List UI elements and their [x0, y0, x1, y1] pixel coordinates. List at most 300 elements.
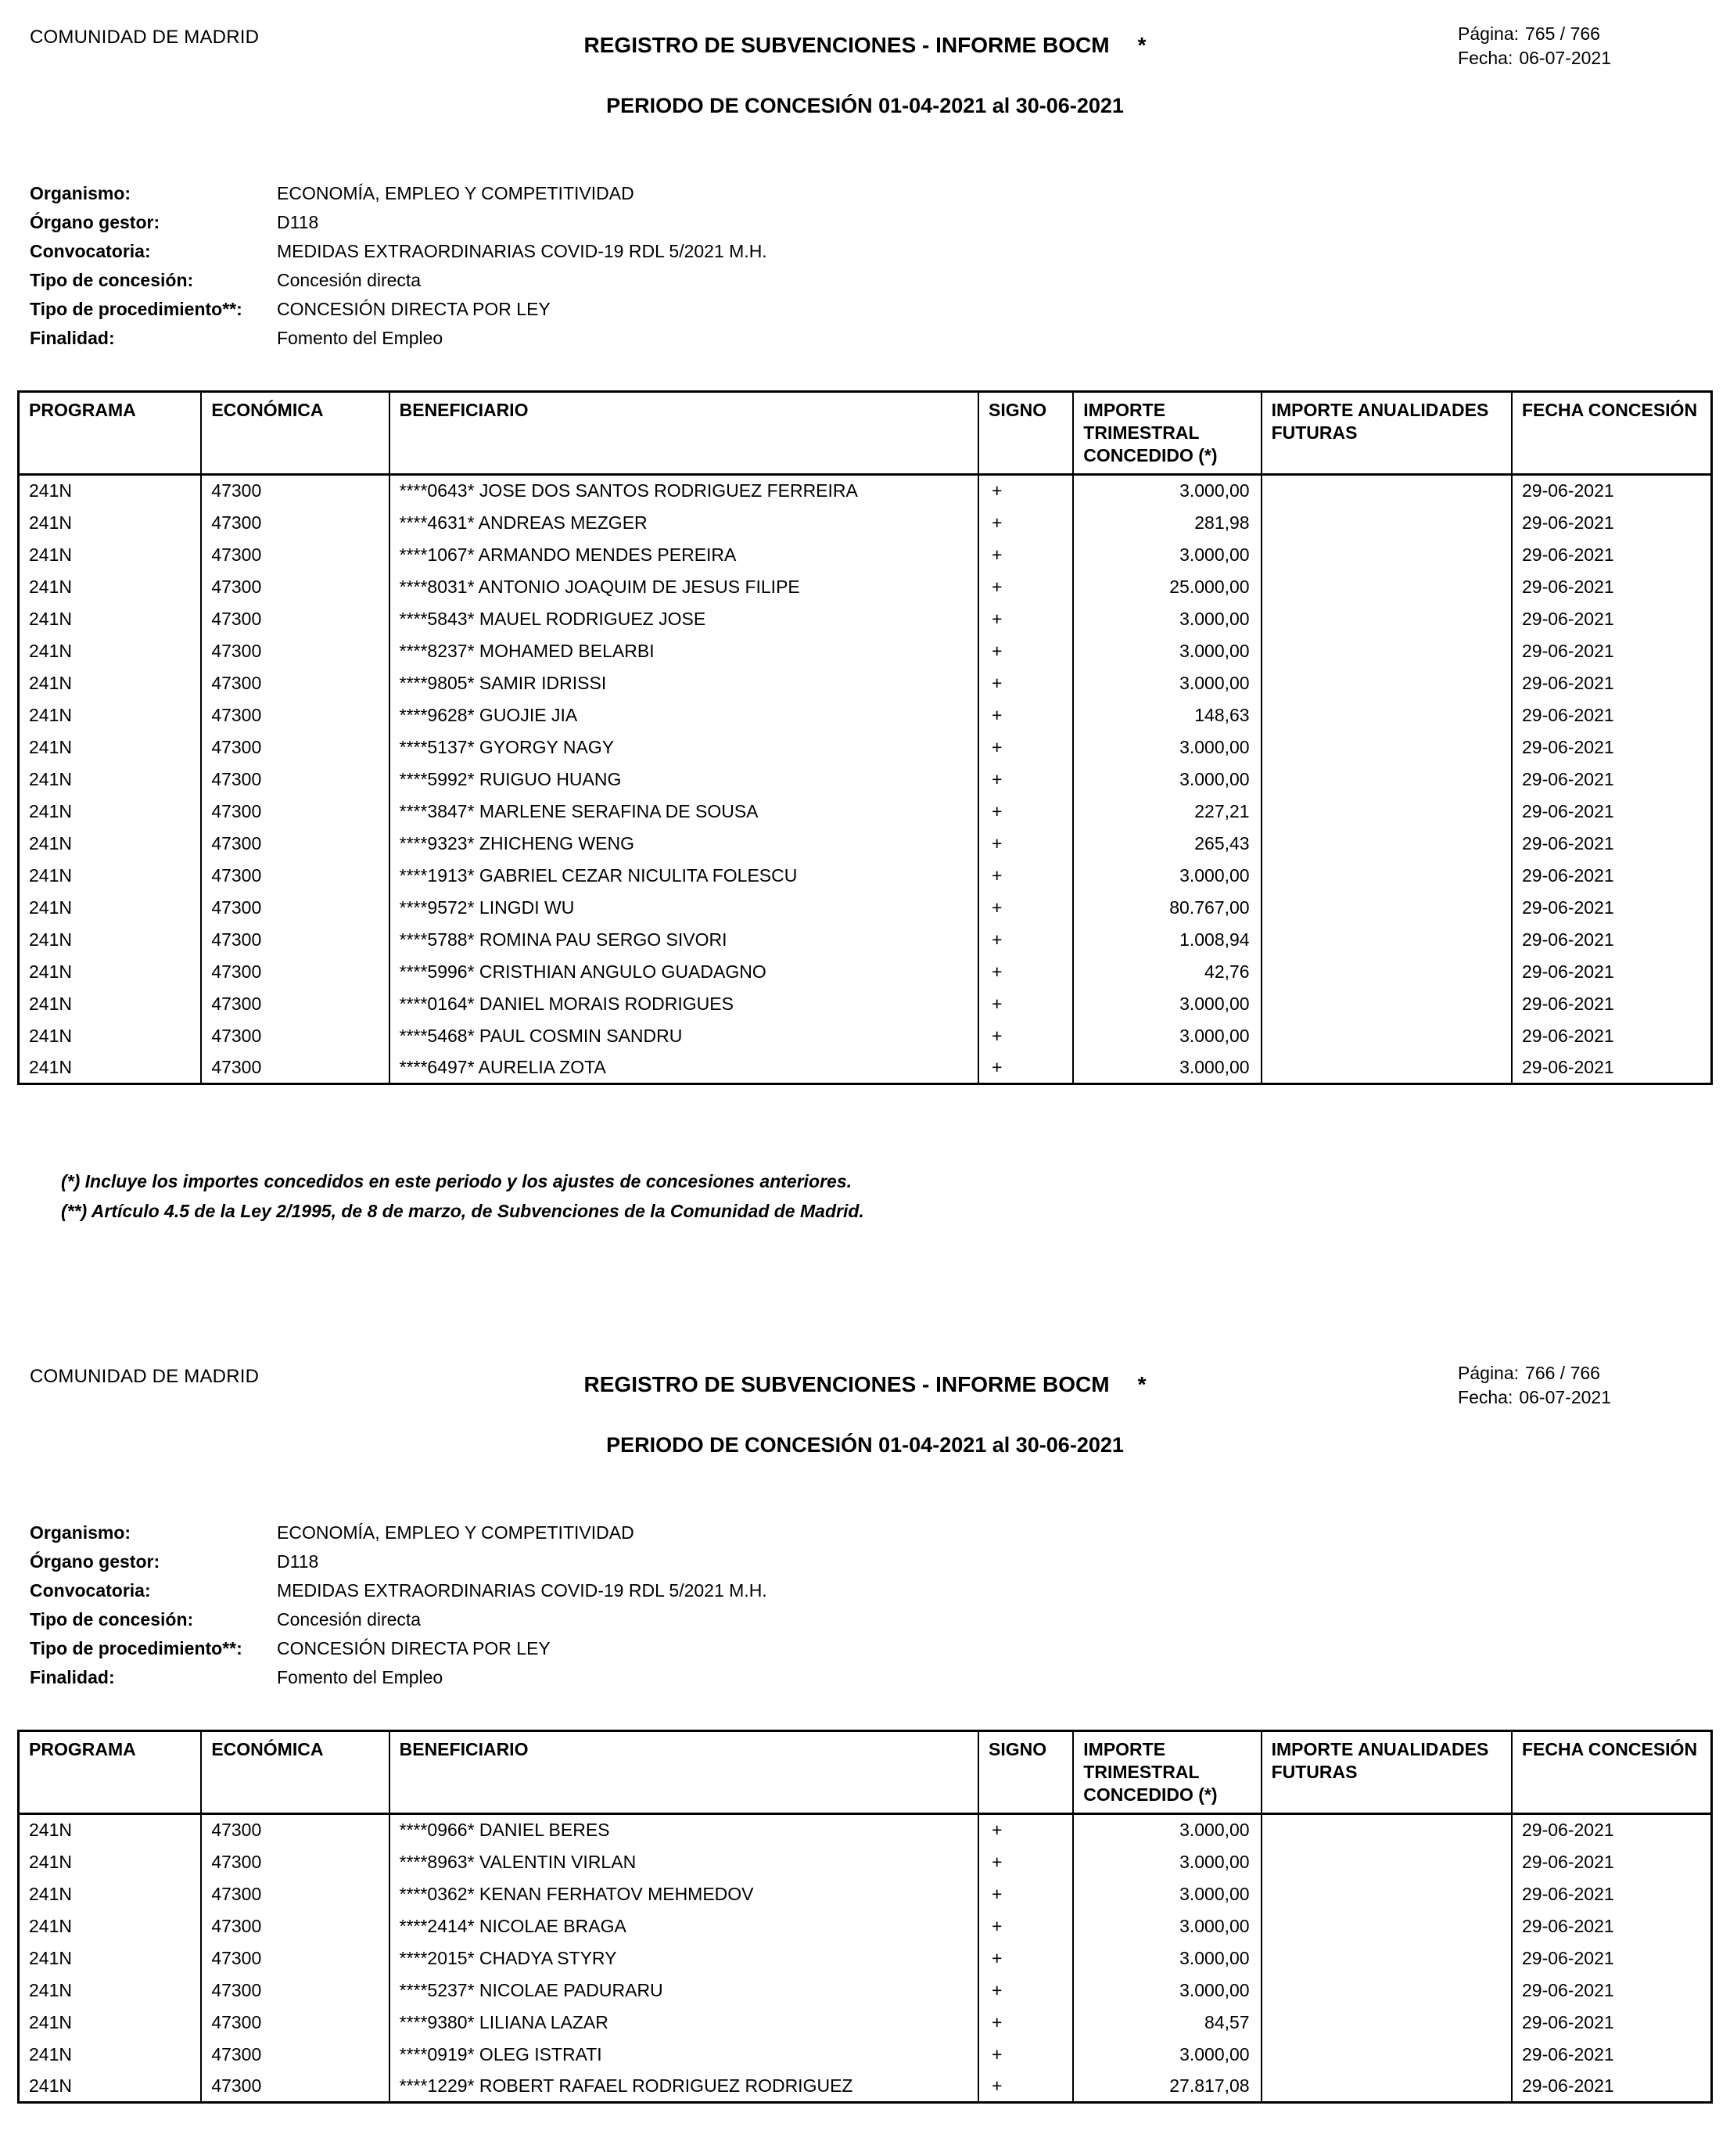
table-cell: +	[978, 603, 1073, 635]
table-cell	[1262, 1052, 1512, 1084]
page-info	[1458, 22, 1611, 70]
metadata-value: ECONOMÍA, EMPLEO Y COMPETITIVIDAD	[277, 183, 634, 203]
table-cell: 241N	[19, 860, 202, 892]
table-cell: 148,63	[1073, 699, 1261, 731]
metadata-row	[30, 266, 1713, 295]
table-cell: 47300	[201, 667, 389, 699]
table-cell: 241N	[19, 571, 202, 603]
table-header-row	[19, 1731, 1712, 1814]
table-cell: 3.000,00	[1073, 603, 1261, 635]
metadata-value: D118	[277, 212, 319, 232]
table-row	[19, 731, 1712, 764]
table-row	[19, 667, 1712, 699]
table-cell: 241N	[19, 731, 202, 764]
page-info	[1458, 1361, 1611, 1410]
table-cell: 47300	[201, 731, 389, 764]
table-cell: ****0966* DANIEL BERES	[389, 1814, 978, 1846]
metadata-row	[30, 179, 1713, 208]
table-row	[19, 988, 1712, 1020]
column-header: IMPORTE TRIMESTRAL CONCEDIDO (*)	[1073, 392, 1261, 475]
table-cell: +	[978, 988, 1073, 1020]
table-cell: 241N	[19, 1020, 202, 1052]
report-date-label: Fecha:	[1458, 48, 1513, 68]
table-cell: 227,21	[1073, 796, 1261, 828]
table-cell: ****0362* KENAN FERHATOV MEHMEDOV	[389, 1878, 978, 1910]
page-number-label: Página:	[1458, 23, 1520, 44]
column-header: ECONÓMICA	[201, 1731, 389, 1814]
period-title: PERIODO DE CONCESIÓN 01-04-2021 al 30-06-2021	[606, 1433, 1124, 1457]
page-number-line	[1458, 22, 1611, 46]
table-cell: ****5996* CRISTHIAN ANGULO GUADAGNO	[389, 956, 978, 988]
table-cell: 47300	[201, 571, 389, 603]
table-cell	[1262, 1846, 1512, 1878]
column-header: IMPORTE ANUALIDADES FUTURAS	[1262, 392, 1512, 475]
table-cell: 29-06-2021	[1512, 956, 1712, 988]
table-cell: 29-06-2021	[1512, 796, 1712, 828]
table-cell: 47300	[201, 1814, 389, 1846]
table-cell: +	[978, 828, 1073, 860]
metadata-label: Convocatoria:	[30, 1580, 151, 1601]
table-cell: 29-06-2021	[1512, 1052, 1712, 1084]
table-cell: 29-06-2021	[1512, 1814, 1712, 1846]
metadata-row	[30, 1605, 1713, 1634]
report-page-766	[0, 1339, 1730, 2156]
metadata-label: Órgano gestor:	[30, 212, 160, 232]
org-name: COMUNIDAD DE MADRID	[30, 27, 260, 48]
metadata-row	[30, 1547, 1713, 1576]
table-cell: 3.000,00	[1073, 475, 1261, 507]
table-cell: ****1067* ARMANDO MENDES PEREIRA	[389, 539, 978, 571]
table-body	[19, 1814, 1712, 2103]
table-cell: 1.008,94	[1073, 924, 1261, 956]
table-cell: ****9628* GUOJIE JIA	[389, 699, 978, 731]
table-cell: 29-06-2021	[1512, 507, 1712, 539]
report-title: REGISTRO DE SUBVENCIONES - INFORME BOCM	[583, 1372, 1110, 1396]
table-cell: +	[978, 892, 1073, 924]
table-cell: 241N	[19, 988, 202, 1020]
table-cell: 3.000,00	[1073, 1942, 1261, 1975]
table-cell: +	[978, 699, 1073, 731]
table-cell: 241N	[19, 1942, 202, 1975]
table-cell: ****5237* NICOLAE PADURARU	[389, 1975, 978, 2007]
table-cell: +	[978, 1910, 1073, 1942]
table-cell: ****9572* LINGDI WU	[389, 892, 978, 924]
column-header: IMPORTE TRIMESTRAL CONCEDIDO (*)	[1073, 1731, 1261, 1814]
table-row	[19, 1846, 1712, 1878]
metadata-label: Organismo:	[30, 1522, 131, 1543]
table-cell: 29-06-2021	[1512, 1020, 1712, 1052]
table-row	[19, 2007, 1712, 2039]
table-cell: 241N	[19, 507, 202, 539]
table-cell: 29-06-2021	[1512, 699, 1712, 731]
metadata-block	[17, 179, 1713, 353]
metadata-row	[30, 295, 1713, 324]
table-cell: 29-06-2021	[1512, 603, 1712, 635]
table-cell: ****9805* SAMIR IDRISSI	[389, 667, 978, 699]
metadata-row	[30, 1634, 1713, 1663]
table-row	[19, 1975, 1712, 2007]
table-cell: 29-06-2021	[1512, 924, 1712, 956]
table-cell: 47300	[201, 764, 389, 796]
table-cell: ****0919* OLEG ISTRATI	[389, 2039, 978, 2071]
metadata-value: Concesión directa	[277, 270, 422, 290]
table-cell: 241N	[19, 892, 202, 924]
metadata-value: MEDIDAS EXTRAORDINARIAS COVID-19 RDL 5/2021 M.H.	[277, 241, 767, 261]
table-cell: ****2414* NICOLAE BRAGA	[389, 1910, 978, 1942]
metadata-label: Tipo de procedimiento**:	[30, 1638, 242, 1658]
table-cell: +	[978, 667, 1073, 699]
table-cell: 241N	[19, 828, 202, 860]
table-cell: 3.000,00	[1073, 988, 1261, 1020]
table-cell: 29-06-2021	[1512, 892, 1712, 924]
table-cell: 29-06-2021	[1512, 2071, 1712, 2103]
metadata-value: CONCESIÓN DIRECTA POR LEY	[277, 1638, 551, 1658]
table-cell: 241N	[19, 1814, 202, 1846]
table-cell: 47300	[201, 956, 389, 988]
table-cell: 281,98	[1073, 507, 1261, 539]
column-header: SIGNO	[978, 392, 1073, 475]
page-number-line	[1458, 1361, 1611, 1385]
metadata-row	[30, 1518, 1713, 1547]
table-cell: 29-06-2021	[1512, 988, 1712, 1020]
table-cell: 47300	[201, 924, 389, 956]
table-cell: +	[978, 1020, 1073, 1052]
table-cell: 3.000,00	[1073, 1878, 1261, 1910]
table-cell: +	[978, 2039, 1073, 2071]
period-title: PERIODO DE CONCESIÓN 01-04-2021 al 30-06-2021	[606, 94, 1124, 117]
table-cell	[1262, 860, 1512, 892]
table-cell: 29-06-2021	[1512, 2007, 1712, 2039]
title-asterisk: *	[1137, 1372, 1147, 1396]
table-cell: 29-06-2021	[1512, 1878, 1712, 1910]
table-cell: +	[978, 1975, 1073, 2007]
table-cell: 47300	[201, 1975, 389, 2007]
table-cell: 241N	[19, 1975, 202, 2007]
table-cell: 241N	[19, 539, 202, 571]
table-cell: 3.000,00	[1073, 1975, 1261, 2007]
table-cell: +	[978, 860, 1073, 892]
column-header: SIGNO	[978, 1731, 1073, 1814]
table-cell: +	[978, 1942, 1073, 1975]
footnotes	[17, 1166, 1713, 1226]
table-cell: ****4631* ANDREAS MEZGER	[389, 507, 978, 539]
table-row	[19, 507, 1712, 539]
table-cell: 3.000,00	[1073, 764, 1261, 796]
table-cell: ****8963* VALENTIN VIRLAN	[389, 1846, 978, 1878]
metadata-value: Fomento del Empleo	[277, 1667, 443, 1687]
metadata-row	[30, 324, 1713, 353]
table-cell: +	[978, 2007, 1073, 2039]
report-title: REGISTRO DE SUBVENCIONES - INFORME BOCM	[583, 33, 1110, 57]
table-cell	[1262, 1814, 1512, 1846]
table-cell: +	[978, 635, 1073, 667]
table-cell: 80.767,00	[1073, 892, 1261, 924]
table-cell	[1262, 764, 1512, 796]
table-cell: 29-06-2021	[1512, 1942, 1712, 1975]
table-cell: 47300	[201, 539, 389, 571]
table-cell: 47300	[201, 2039, 389, 2071]
table-cell: 241N	[19, 956, 202, 988]
table-row	[19, 828, 1712, 860]
table-cell: 241N	[19, 699, 202, 731]
table-cell: 47300	[201, 860, 389, 892]
table-cell: ****1913* GABRIEL CEZAR NICULITA FOLESCU	[389, 860, 978, 892]
table-cell: ****3847* MARLENE SERAFINA DE SOUSA	[389, 796, 978, 828]
column-header: BENEFICIARIO	[389, 392, 978, 475]
table-cell: 47300	[201, 635, 389, 667]
column-header: IMPORTE ANUALIDADES FUTURAS	[1262, 1731, 1512, 1814]
table-cell: 29-06-2021	[1512, 539, 1712, 571]
table-cell: 29-06-2021	[1512, 860, 1712, 892]
page-number-value: 766 / 766	[1525, 1363, 1600, 1383]
table-cell: 47300	[201, 2007, 389, 2039]
table-cell: 3.000,00	[1073, 731, 1261, 764]
table-cell: ****8237* MOHAMED BELARBI	[389, 635, 978, 667]
table-cell: 241N	[19, 667, 202, 699]
table-cell	[1262, 1910, 1512, 1942]
metadata-label: Finalidad:	[30, 1667, 115, 1687]
table-cell: ****5843* MAUEL RODRIGUEZ JOSE	[389, 603, 978, 635]
table-cell: +	[978, 1052, 1073, 1084]
footnote-asterisk: (*) Incluye los importes concedidos en este periodo y los ajustes de concesiones anteriores.	[61, 1171, 852, 1191]
table-cell: +	[978, 571, 1073, 603]
table-cell: +	[978, 731, 1073, 764]
metadata-label: Tipo de concesión:	[30, 1609, 194, 1630]
table-row	[19, 539, 1712, 571]
metadata-label: Convocatoria:	[30, 241, 151, 261]
table-cell: 29-06-2021	[1512, 1846, 1712, 1878]
page-header	[17, 1361, 1713, 1413]
table-cell: 29-06-2021	[1512, 2039, 1712, 2071]
table-cell: ****5992* RUIGUO HUANG	[389, 764, 978, 796]
table-cell	[1262, 635, 1512, 667]
table-row	[19, 603, 1712, 635]
report-date-label: Fecha:	[1458, 1387, 1513, 1407]
table-cell: ****0643* JOSE DOS SANTOS RODRIGUEZ FERREIRA	[389, 475, 978, 507]
report-date-value: 06-07-2021	[1519, 1387, 1611, 1407]
table-cell	[1262, 1878, 1512, 1910]
table-cell: 29-06-2021	[1512, 635, 1712, 667]
table-cell	[1262, 2007, 1512, 2039]
table-row	[19, 2071, 1712, 2103]
table-cell: +	[978, 796, 1073, 828]
table-cell: ****1229* ROBERT RAFAEL RODRIGUEZ RODRIGUEZ	[389, 2071, 978, 2103]
page-number-value: 765 / 766	[1525, 23, 1600, 44]
table-row	[19, 1020, 1712, 1052]
metadata-value: Concesión directa	[277, 1609, 422, 1630]
table-cell: +	[978, 1846, 1073, 1878]
table-cell: 265,43	[1073, 828, 1261, 860]
metadata-block	[17, 1518, 1713, 1692]
table-cell	[1262, 475, 1512, 507]
table-cell: 241N	[19, 1910, 202, 1942]
table-cell	[1262, 828, 1512, 860]
table-cell: 3.000,00	[1073, 2039, 1261, 2071]
table-cell: 47300	[201, 1846, 389, 1878]
metadata-row	[30, 1663, 1713, 1692]
table-cell: ****5137* GYORGY NAGY	[389, 731, 978, 764]
table-cell	[1262, 731, 1512, 764]
page-number-label: Página:	[1458, 1363, 1520, 1383]
table-cell	[1262, 699, 1512, 731]
metadata-row	[30, 1576, 1713, 1605]
table-cell: ****8031* ANTONIO JOAQUIM DE JESUS FILIPE	[389, 571, 978, 603]
grants-table	[17, 390, 1713, 1085]
table-row	[19, 699, 1712, 731]
table-cell: 241N	[19, 2039, 202, 2071]
table-cell	[1262, 956, 1512, 988]
table-row	[19, 860, 1712, 892]
table-cell: 47300	[201, 892, 389, 924]
table-cell	[1262, 1942, 1512, 1975]
table-cell: +	[978, 1878, 1073, 1910]
metadata-value: CONCESIÓN DIRECTA POR LEY	[277, 299, 551, 319]
table-cell: 3.000,00	[1073, 1814, 1261, 1846]
metadata-value: ECONOMÍA, EMPLEO Y COMPETITIVIDAD	[277, 1522, 634, 1543]
table-row	[19, 475, 1712, 507]
table-cell: 29-06-2021	[1512, 667, 1712, 699]
table-body	[19, 475, 1712, 1084]
table-cell: 47300	[201, 1020, 389, 1052]
table-cell: 241N	[19, 796, 202, 828]
table-row	[19, 571, 1712, 603]
table-cell: 241N	[19, 1052, 202, 1084]
table-cell: 29-06-2021	[1512, 1975, 1712, 2007]
footnote-double-asterisk: (**) Artículo 4.5 de la Ley 2/1995, de 8 de marzo, de Subvenciones de la Comunidad de Madrid.	[61, 1201, 864, 1221]
table-cell: 47300	[201, 2071, 389, 2103]
metadata-label: Organismo:	[30, 183, 131, 203]
table-cell: ****9380* LILIANA LAZAR	[389, 2007, 978, 2039]
table-cell: 3.000,00	[1073, 667, 1261, 699]
table-cell: 47300	[201, 1942, 389, 1975]
table-cell: 3.000,00	[1073, 1846, 1261, 1878]
table-cell	[1262, 2039, 1512, 2071]
table-cell	[1262, 539, 1512, 571]
table-cell: ****5788* ROMINA PAU SERGO SIVORI	[389, 924, 978, 956]
table-cell	[1262, 2071, 1512, 2103]
column-header: PROGRAMA	[19, 1731, 202, 1814]
column-header: PROGRAMA	[19, 392, 202, 475]
table-cell: ****9323* ZHICHENG WENG	[389, 828, 978, 860]
table-cell: ****5468* PAUL COSMIN SANDRU	[389, 1020, 978, 1052]
column-header: BENEFICIARIO	[389, 1731, 978, 1814]
table-cell: 47300	[201, 603, 389, 635]
table-cell: 241N	[19, 2007, 202, 2039]
table-cell: ****6497* AURELIA ZOTA	[389, 1052, 978, 1084]
metadata-value: Fomento del Empleo	[277, 328, 443, 348]
table-cell: +	[978, 2071, 1073, 2103]
metadata-label: Tipo de concesión:	[30, 270, 194, 290]
table-cell: ****2015* CHADYA STYRY	[389, 1942, 978, 1975]
table-cell	[1262, 571, 1512, 603]
table-cell: 241N	[19, 2071, 202, 2103]
table-cell: 29-06-2021	[1512, 571, 1712, 603]
column-header: FECHA CONCESIÓN	[1512, 1731, 1712, 1814]
table-cell: 47300	[201, 796, 389, 828]
table-row	[19, 635, 1712, 667]
table-cell: 3.000,00	[1073, 1910, 1261, 1942]
table-cell: +	[978, 764, 1073, 796]
table-cell: +	[978, 507, 1073, 539]
table-cell: 47300	[201, 1878, 389, 1910]
table-cell: 29-06-2021	[1512, 731, 1712, 764]
table-header-row	[19, 392, 1712, 475]
metadata-label: Tipo de procedimiento**:	[30, 299, 242, 319]
table-cell: 241N	[19, 635, 202, 667]
table-row	[19, 796, 1712, 828]
table-row	[19, 1910, 1712, 1942]
title-asterisk: *	[1137, 33, 1147, 57]
table-cell: 42,76	[1073, 956, 1261, 988]
table-cell	[1262, 667, 1512, 699]
table-cell: 84,57	[1073, 2007, 1261, 2039]
table-cell	[1262, 1020, 1512, 1052]
table-cell: 241N	[19, 1878, 202, 1910]
table-cell: 241N	[19, 1846, 202, 1878]
metadata-row	[30, 237, 1713, 266]
table-cell	[1262, 1975, 1512, 2007]
table-cell	[1262, 988, 1512, 1020]
table-row	[19, 892, 1712, 924]
report-date-line	[1458, 1385, 1611, 1410]
metadata-row	[30, 208, 1713, 237]
table-cell: +	[978, 1814, 1073, 1846]
table-row	[19, 1878, 1712, 1910]
table-cell: +	[978, 924, 1073, 956]
metadata-label: Finalidad:	[30, 328, 115, 348]
table-row	[19, 1814, 1712, 1846]
table-row	[19, 1052, 1712, 1084]
table-cell: +	[978, 956, 1073, 988]
table-cell: 3.000,00	[1073, 1052, 1261, 1084]
table-row	[19, 764, 1712, 796]
table-cell: 3.000,00	[1073, 1020, 1261, 1052]
table-cell: 29-06-2021	[1512, 1910, 1712, 1942]
table-cell: 47300	[201, 1910, 389, 1942]
grants-table	[17, 1730, 1713, 2104]
column-header: ECONÓMICA	[201, 392, 389, 475]
table-cell: 241N	[19, 924, 202, 956]
table-cell: 241N	[19, 475, 202, 507]
table-cell: 3.000,00	[1073, 860, 1261, 892]
org-name: COMUNIDAD DE MADRID	[30, 1366, 260, 1387]
table-cell	[1262, 924, 1512, 956]
table-cell: 29-06-2021	[1512, 475, 1712, 507]
table-cell: +	[978, 539, 1073, 571]
table-cell	[1262, 796, 1512, 828]
table-cell: 47300	[201, 828, 389, 860]
table-row	[19, 956, 1712, 988]
table-row	[19, 924, 1712, 956]
table-cell: 3.000,00	[1073, 539, 1261, 571]
table-cell: 241N	[19, 764, 202, 796]
page-header	[17, 22, 1713, 74]
table-cell: 3.000,00	[1073, 635, 1261, 667]
table-cell: 47300	[201, 988, 389, 1020]
table-cell	[1262, 603, 1512, 635]
table-cell: 29-06-2021	[1512, 764, 1712, 796]
table-cell	[1262, 507, 1512, 539]
metadata-label: Órgano gestor:	[30, 1551, 160, 1572]
report-date-value: 06-07-2021	[1519, 48, 1611, 68]
metadata-value: D118	[277, 1551, 319, 1572]
table-cell: 25.000,00	[1073, 571, 1261, 603]
table-cell: 27.817,08	[1073, 2071, 1261, 2103]
table-cell: 29-06-2021	[1512, 828, 1712, 860]
metadata-value: MEDIDAS EXTRAORDINARIAS COVID-19 RDL 5/2021 M.H.	[277, 1580, 767, 1601]
report-date-line	[1458, 46, 1611, 70]
table-row	[19, 2039, 1712, 2071]
